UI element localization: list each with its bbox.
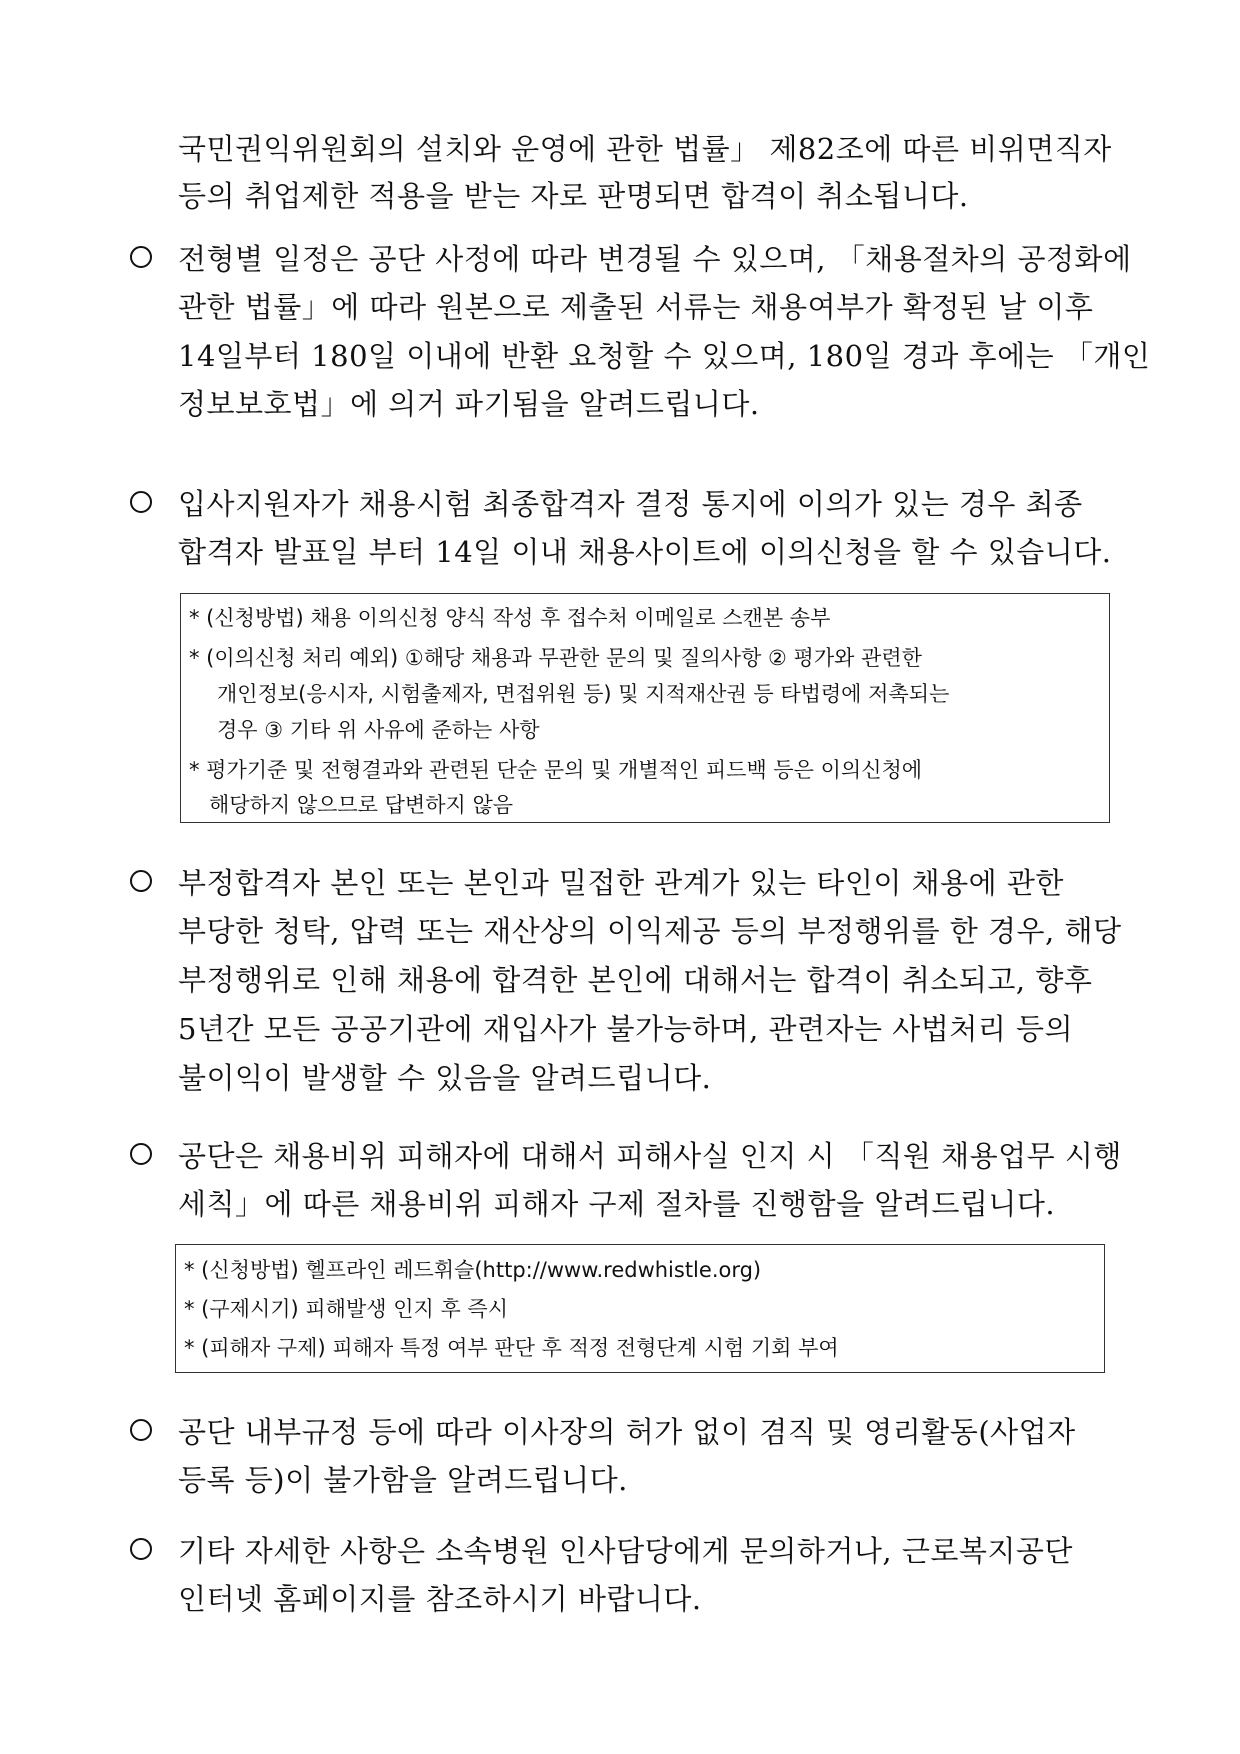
objection-notes-box — [180, 593, 1110, 823]
circle-bullet-icon — [130, 1143, 152, 1165]
notice-line: 5년간 모든 공공기관에 재입사가 불가능하며, 관련자는 사법처리 등의 — [178, 1012, 1074, 1046]
note-line: * (신청방법) 채용 이의신청 양식 작성 후 접수처 이메일로 스캔본 송부 — [189, 606, 831, 630]
note-line: * (구제시기) 피해발생 인지 후 즉시 — [184, 1297, 508, 1321]
note-line: * (신청방법) 헬프라인 레드휘슬(http://www.redwhistle.org) — [184, 1258, 762, 1282]
notice-line: 전형별 일정은 공단 사정에 따라 변경될 수 있으며, 「채용절차의 공정화에 — [178, 242, 1132, 276]
intro-line: 국민권익위원회의 설치와 운영에 관한 법률」 제82조에 따른 비위면직자 — [178, 132, 1112, 166]
note-line: 경우 ③ 기타 위 사유에 준하는 사항 — [217, 718, 540, 742]
notice-line: 인터넷 홈페이지를 참조하시기 바랍니다. — [178, 1582, 702, 1616]
notice-line: 등록 등)이 불가함을 알려드립니다. — [178, 1463, 628, 1497]
notice-line: 불이익이 발생할 수 있음을 알려드립니다. — [178, 1061, 712, 1095]
notice-line: 부정합격자 본인 또는 본인과 밀접한 관계가 있는 타인이 채용에 관한 — [178, 866, 1064, 900]
circle-bullet-icon — [130, 870, 152, 892]
notice-line: 합격자 발표일 부터 14일 이내 채용사이트에 이의신청을 할 수 있습니다. — [178, 535, 1112, 569]
note-line: * 평가기준 및 전형결과와 관련된 단순 문의 및 개별적인 피드백 등은 이의신청에 — [189, 758, 923, 782]
circle-bullet-icon — [130, 491, 152, 513]
victim-relief-notes-box — [175, 1244, 1105, 1373]
circle-bullet-icon — [130, 1538, 152, 1560]
notice-line: 입사지원자가 채용시험 최종합격자 결정 통지에 이의가 있는 경우 최종 — [178, 487, 1083, 521]
note-line: 해당하지 않으므로 답변하지 않음 — [209, 793, 514, 817]
notice-line: 기타 자세한 사항은 소속병원 인사담당에게 문의하거나, 근로복지공단 — [178, 1534, 1073, 1568]
notice-line: 세칙」에 따른 채용비위 피해자 구제 절차를 진행함을 알려드립니다. — [178, 1187, 1056, 1221]
note-line: * (피해자 구제) 피해자 특정 여부 판단 후 적정 전형단계 시험 기회 부여 — [184, 1336, 839, 1360]
note-line: 개인정보(응시자, 시험출제자, 면접위원 등) 및 지적재산권 등 타법령에 저촉되는 — [217, 682, 950, 706]
note-line: * (이의신청 처리 예외) ①해당 채용과 무관한 문의 및 질의사항 ② 평가와 관련한 — [189, 646, 922, 670]
notice-line: 정보보호법」에 의거 파기됨을 알려드립니다. — [178, 387, 760, 421]
circle-bullet-icon — [130, 1419, 152, 1441]
notice-line: 14일부터 180일 이내에 반환 요청할 수 있으며, 180일 경과 후에는 「개인 — [178, 339, 1151, 373]
notice-line: 공단 내부규정 등에 따라 이사장의 허가 없이 겸직 및 영리활동(사업자 — [178, 1415, 1076, 1449]
notice-line: 부당한 청탁, 압력 또는 재산상의 이익제공 등의 부정행위를 한 경우, 해당 — [178, 914, 1122, 948]
notice-line: 공단은 채용비위 피해자에 대해서 피해사실 인지 시 「직원 채용업무 시행 — [178, 1139, 1122, 1173]
circle-bullet-icon — [130, 246, 152, 268]
notice-line: 부정행위로 인해 채용에 합격한 본인에 대해서는 합격이 취소되고, 향후 — [178, 963, 1093, 997]
notice-line: 관한 법률」에 따라 원본으로 제출된 서류는 채용여부가 확정된 날 이후 — [178, 290, 1094, 324]
intro-line: 등의 취업제한 적용을 받는 자로 판명되면 합격이 취소됩니다. — [178, 179, 969, 213]
